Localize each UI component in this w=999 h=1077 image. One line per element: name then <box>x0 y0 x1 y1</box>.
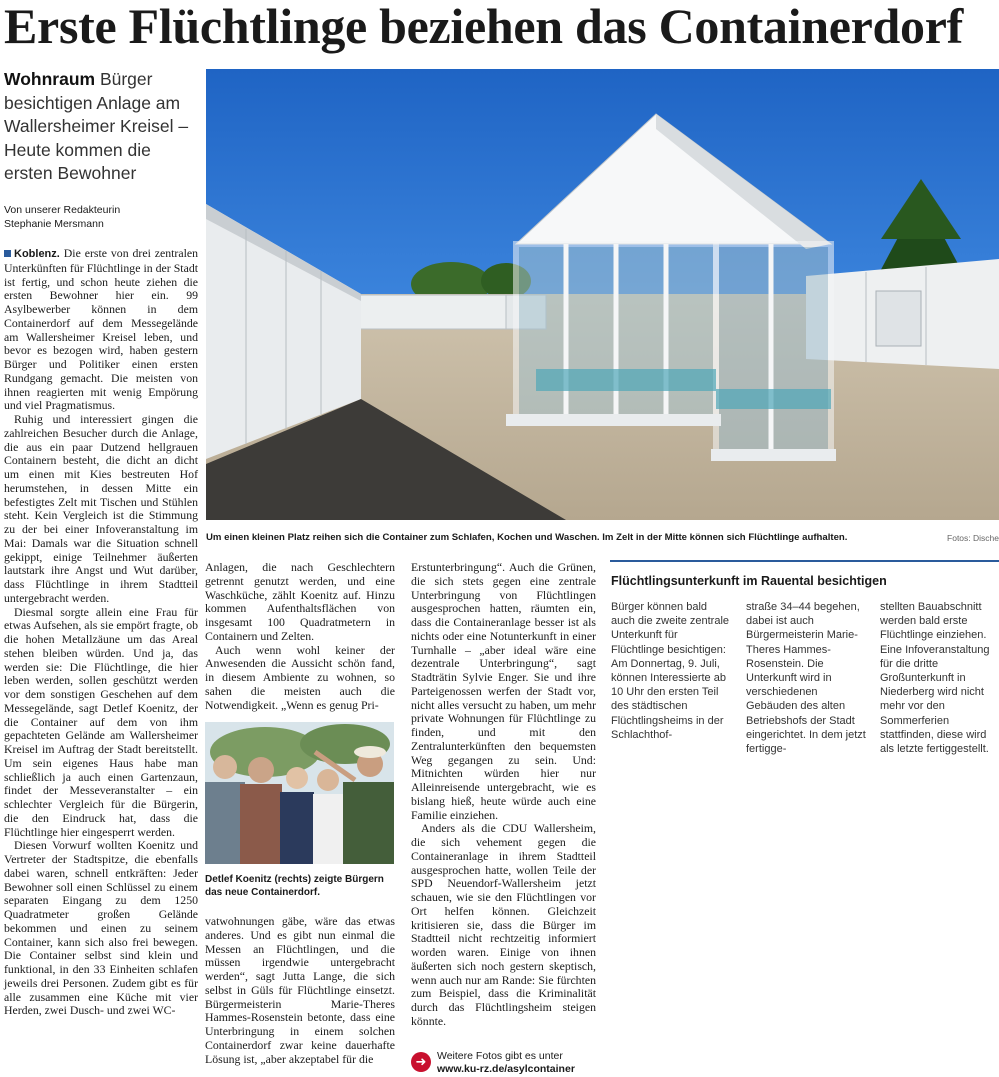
infobox-title: Flüchtlingsunterkunft im Rauental besichtigen <box>611 574 887 588</box>
dateline: Koblenz. <box>14 248 60 260</box>
subhead-kicker: Wohnraum <box>4 69 96 89</box>
small-photo-caption: Detlef Koenitz (rechts) zeigte Bürgern das neue Containerdorf. <box>205 874 384 898</box>
main-photo <box>206 69 999 520</box>
paragraph <box>4 247 198 413</box>
infobox-column-2: straße 34–44 begehen, dabei ist auch Bürgermeisterin Marie-Theres Hammes-Rosenstein. Die Unterkunft wird in verschiedenen Gebäuden des alten Betriebshofs der Stadt eingerichtet. In dem jetzt fertigge- <box>746 601 866 756</box>
small-photo <box>205 722 394 864</box>
arrow-right-icon: ➜ <box>411 1052 431 1072</box>
main-photo-caption-text: Um einen kleinen Platz reihen sich die Container zum Schlafen, Kochen und Waschen. Im Zelt in der Mitte können sich Flüchtlinge aufhalten. <box>206 532 848 543</box>
infobox-column-3: stellten Bauabschnitt werden bald erste Flüchtlinge einziehen. Eine Infoveranstaltung für die dritte Großunterkunft in Niederberg wird nicht mehr vor den Sommerferien stattfinden, diese wird als letzte fertiggestellt. <box>880 601 990 756</box>
article-column-2-continued <box>205 915 395 1066</box>
byline-line1: Von unserer Redakteurin <box>4 204 121 216</box>
paragraph: vatwohnungen gäbe, wäre das etwas anderes. Und es gibt nun einmal die Messen an Flüchtlingen, und die müssen irgendwie untergebracht werden“, sagt Jutta Lange, die sich selbst in Güls für Flüchtlinge einsetzt. Bürgermeisterin Marie-Theres Hammes-Rosenstein betonte, dass eine Unterbringung in einem solchen Containerdorf zwar keine dauerhafte Lösung ist, „aber akzeptabel für die <box>205 914 395 1066</box>
byline-author: Stephanie Mersmann <box>4 217 104 230</box>
paragraph: Diesmal sorgte allein eine Frau für etwas Aufsehen, als sie empört fragte, ob die hohen Metallzäune um das Areal stehen bleiben würden. Und ja, das werden sie: Die Flüchtlinge, die hier leben werden, sollen geschützt werden vor dem sonstigen Geschehen auf dem Messegelände, sagt Detlef Koenitz, der die Container auf dem von ihm gepachteten Gelände am Wallersheimer Kreisel im Auftrag der Stadt bereitstellt. Um sein eigenes Haus habe man schließlich ja auch einen Gartenzaun, findet der Messeveranstalter – ein schlechter Vergleich für die Bürgerin, die den Eindruck hat, dass die Flüchtlinge hier eingesperrt werden. <box>4 604 198 839</box>
photo-credit: Fotos: Dische <box>947 533 999 543</box>
article-column-1 <box>4 247 198 1018</box>
subhead <box>4 68 196 186</box>
paragraph: Diesen Vorwurf wollten Koenitz und Vertreter der Stadtspitze, die ebenfalls dabei waren, schnell entkräften: Jeder Bewohner soll einen Schlüssel zu einem separaten Eingang zu dem 1250 Quadratmeter großen Gelände bekommen und einen zu seinem Container, kann sich also frei bewegen. Die Container selbst sind klein und funktional, in den 33 Einheiten schlafen jeweils drei Personen. Zudem gibt es für alle zusammen eine Küche mit vier Herden, zwei Dusch- und zwei WC- <box>4 838 198 1018</box>
main-photo-caption <box>206 532 999 543</box>
promo-text: Weitere Fotos gibt es unter <box>437 1050 563 1062</box>
infobox-column-1: Bürger können bald auch die zweite zentrale Unterkunft für Flüchtlinge besichtigen: Am Donnertag, 9. Juli, können Interessierte ab 10 Uhr den ersten Teil des städtischen Flüchtlingsheims in der Schlachthof- <box>611 601 730 741</box>
paragraph: Erstunterbringung“. Auch die Grünen, die sich stets gegen eine zentrale Unterbringung von Flüchtlingen ausgesprochen hatten, räumten ein, dass die Containeranlage besser ist als nichts oder eine Notunterkunft in einer Turnhalle – „aber ideal wäre eine dezentrale Unterbringung“, sagt Stadträtin Sylvie Enger. Sie und ihre Parteigenossen werfen der Stadt vor, nicht alles versucht zu haben, um mehr private Wohnungen für Flüchtlinge zu finden, und mit den Zentralunterkünften den bequemsten Weg gegangen zu sein. Und: Mitnichten würden hier nur Alleinreisende untergebracht, wie es bislang hieß, heute würde auch eine Familie einziehen. <box>411 560 596 822</box>
infobox-rule <box>610 560 999 562</box>
paragraph-text: Die erste von drei zentralen Unterkünften für Flüchtlinge in der Stadt ist fertig, und schon heute ziehen die ersten Bewohner hier ein. 99 Asylbewerber können in dem Containerdorf auf dem Messegelände am Wallersheimer Kreisel leben, und bevor es bezogen wird, haben gestern Bürger und Politiker einen ersten Rundgang gemacht. Die meisten von ihnen reagierten mit wenig Empörung und viel Pragmatismus. <box>4 246 198 413</box>
paragraph: Anders als die CDU Wallersheim, die sich vehement gegen die Containeranlage in ihrem Stadtteil ausgesprochen hatte, wollen Teile der SPD Neuendorf-Wallersheim jetzt schauen, wie sie den Flüchtlingen vor Ort helfen können. Gleichzeit kritisieren sie, dass die Bürger im Stadtteil nicht rechtzeitig informiert worden waren. Einige von ihnen äußerten sich noch gestern skeptisch, wenn auch nur am Rande: Sie fürchten zum Beispiel, dass die Kriminalität durch das Flüchtlingsheim steigen könnte. <box>411 821 596 1028</box>
container-village-photo <box>206 69 999 520</box>
paragraph: Ruhig und interessiert gingen die zahlreichen Besucher durch die Anlage, die aus ein paar Dutzend hellgrauen Containern besteht, die dicht an dicht um einen mit Kies bestreuten Hof herumstehen, in dessen Mitte ein befestigtes Zelt mit Tischen und Stühlen steht. Kein Vergleich ist die Stimmung zu der bei einer Infoveranstaltung im Mai: Damals war die Situation schnell gekippt, einige Teilnehmer äußerten lautstark ihre Angst und Wut darüber, dass Flüchtlinge in ihrem Stadtteil untergebracht werden. <box>4 412 198 605</box>
article-column-2 <box>205 561 395 712</box>
promo-link[interactable]: www.ku-rz.de/asylcontainer <box>437 1063 575 1075</box>
headline: Erste Flüchtlinge beziehen das Containerdorf <box>4 0 963 54</box>
article-column-3 <box>411 561 596 1029</box>
visitors-photo <box>205 722 394 864</box>
dateline-marker <box>4 250 11 257</box>
subhead-text: Bürger besichtigen Anlage am Wallersheimer Kreisel – Heute kommen die ersten Bewohner <box>4 69 189 183</box>
byline <box>4 204 198 231</box>
paragraph: Anlagen, die nach Geschlechtern getrennt genutzt werden, und eine Waschküche, zählt Koenitz auf. Hinzu kommen Aufenthaltsflächen von insgesamt 100 Quadratmetern in Containern und Zelten. <box>205 560 395 643</box>
paragraph: Auch wenn wohl keiner der Anwesenden die Aussicht schön fand, in diesem Ambiente zu wohnen, so sahen die meisten auch die Notwendigkeit. „Wenn es genug Pri- <box>205 642 395 712</box>
